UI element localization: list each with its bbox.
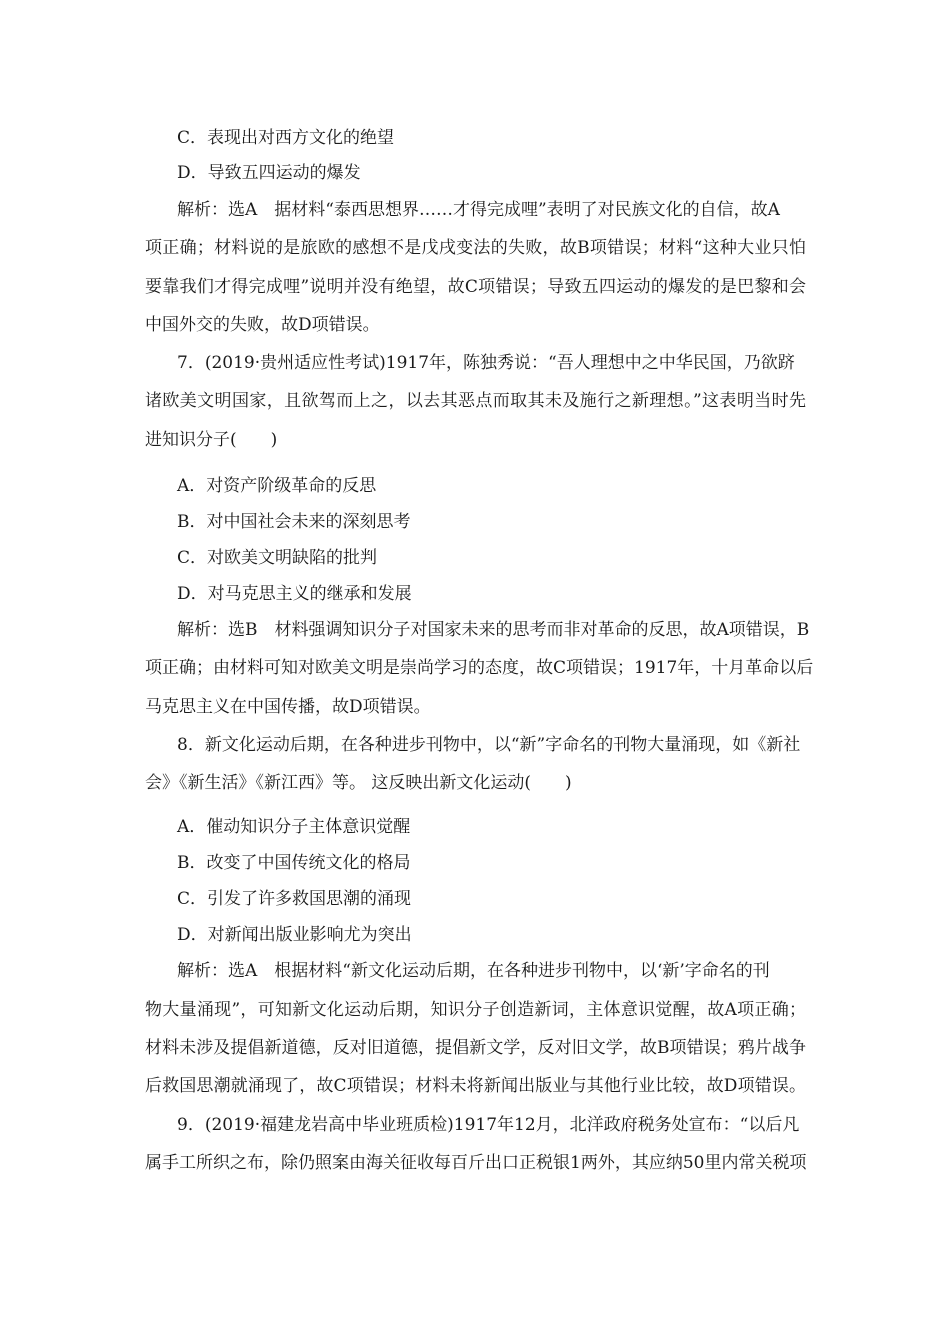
question-7-line2: 诸欧美文明国家，且欲驾而上之，以去其恶点而取其未及施行之新理想。”这表明当时先 [145,391,806,411]
analysis-q8-line1: 解析：选A 根据材料“新文化运动后期，在各种进步刊物中，以‘新’字命名的刊 [177,961,770,981]
question-7-line3: 进知识分子( ) [145,430,278,450]
analysis-q8-line4: 后救国思潮就涌现了，故C项错误；材料未将新闻出版业与其他行业比较，故D项错误。 [145,1076,806,1096]
analysis-q6-line2: 项正确；材料说的是旅欧的感想不是戊戌变法的失败，故B项错误；材料“这种大业只怕 [145,238,806,258]
question-9-line1: 9．(2019·福建龙岩高中毕业班质检)1917年12月，北洋政府税务处宣布：“以后凡 [177,1115,800,1135]
analysis-q8-line3: 材料未涉及提倡新道德，反对旧道德，提倡新文学，反对旧文学，故B项错误；鸦片战争 [145,1038,806,1058]
option-d-q7: D．对马克思主义的继承和发展 [177,584,412,604]
option-b-q8: B．改变了中国传统文化的格局 [177,853,411,873]
analysis-q6-line3: 要靠我们才得完成哩”说明并没有绝望，故C项错误；导致五四运动的爆发的是巴黎和会 [145,277,806,297]
option-d-q8: D．对新闻出版业影响尤为突出 [177,925,412,945]
option-a-q7: A．对资产阶级革命的反思 [177,476,377,496]
analysis-q8-line2: 物大量涌现”，可知新文化运动后期，知识分子创造新词，主体意识觉醒，故A项正确； [145,1000,806,1020]
option-c-q8: C．引发了许多救国思潮的涌现 [177,889,412,909]
analysis-q7-line3: 马克思主义在中国传播，故D项错误。 [145,697,431,717]
option-a-q8: A．催动知识分子主体意识觉醒 [177,817,411,837]
analysis-q7-line1: 解析：选B 材料强调知识分子对国家未来的思考而非对革命的反思，故A项错误，B [177,620,810,640]
question-7-line1: 7．(2019·贵州适应性考试)1917年，陈独秀说：“吾人理想中之中华民国，乃欲跻 [177,353,795,373]
question-8-line1: 8．新文化运动后期，在各种进步刊物中，以“新”字命名的刊物大量涌现，如《新社 [177,735,801,755]
option-d-q6: D．导致五四运动的爆发 [177,163,361,183]
question-8-line2: 会》《新生活》《新江西》等。 这反映出新文化运动( ) [145,773,572,793]
option-c-q6: C．表现出对西方文化的绝望 [177,128,395,148]
option-b-q7: B．对中国社会未来的深刻思考 [177,512,411,532]
option-c-q7: C．对欧美文明缺陷的批判 [177,548,378,568]
analysis-q6-line4: 中国外交的失败，故D项错误。 [145,315,380,335]
analysis-q7-line2: 项正确；由材料可知对欧美文明是崇尚学习的态度，故C项错误；1917年，十月革命以后 [145,658,814,678]
question-9-line2: 属手工所织之布，除仍照案由海关征收每百斤出口正税银1两外，其应纳50里内常关税项 [145,1153,807,1173]
analysis-q6-line1: 解析：选A 据材料“泰西思想界……才得完成哩”表明了对民族文化的自信，故A [177,200,780,220]
